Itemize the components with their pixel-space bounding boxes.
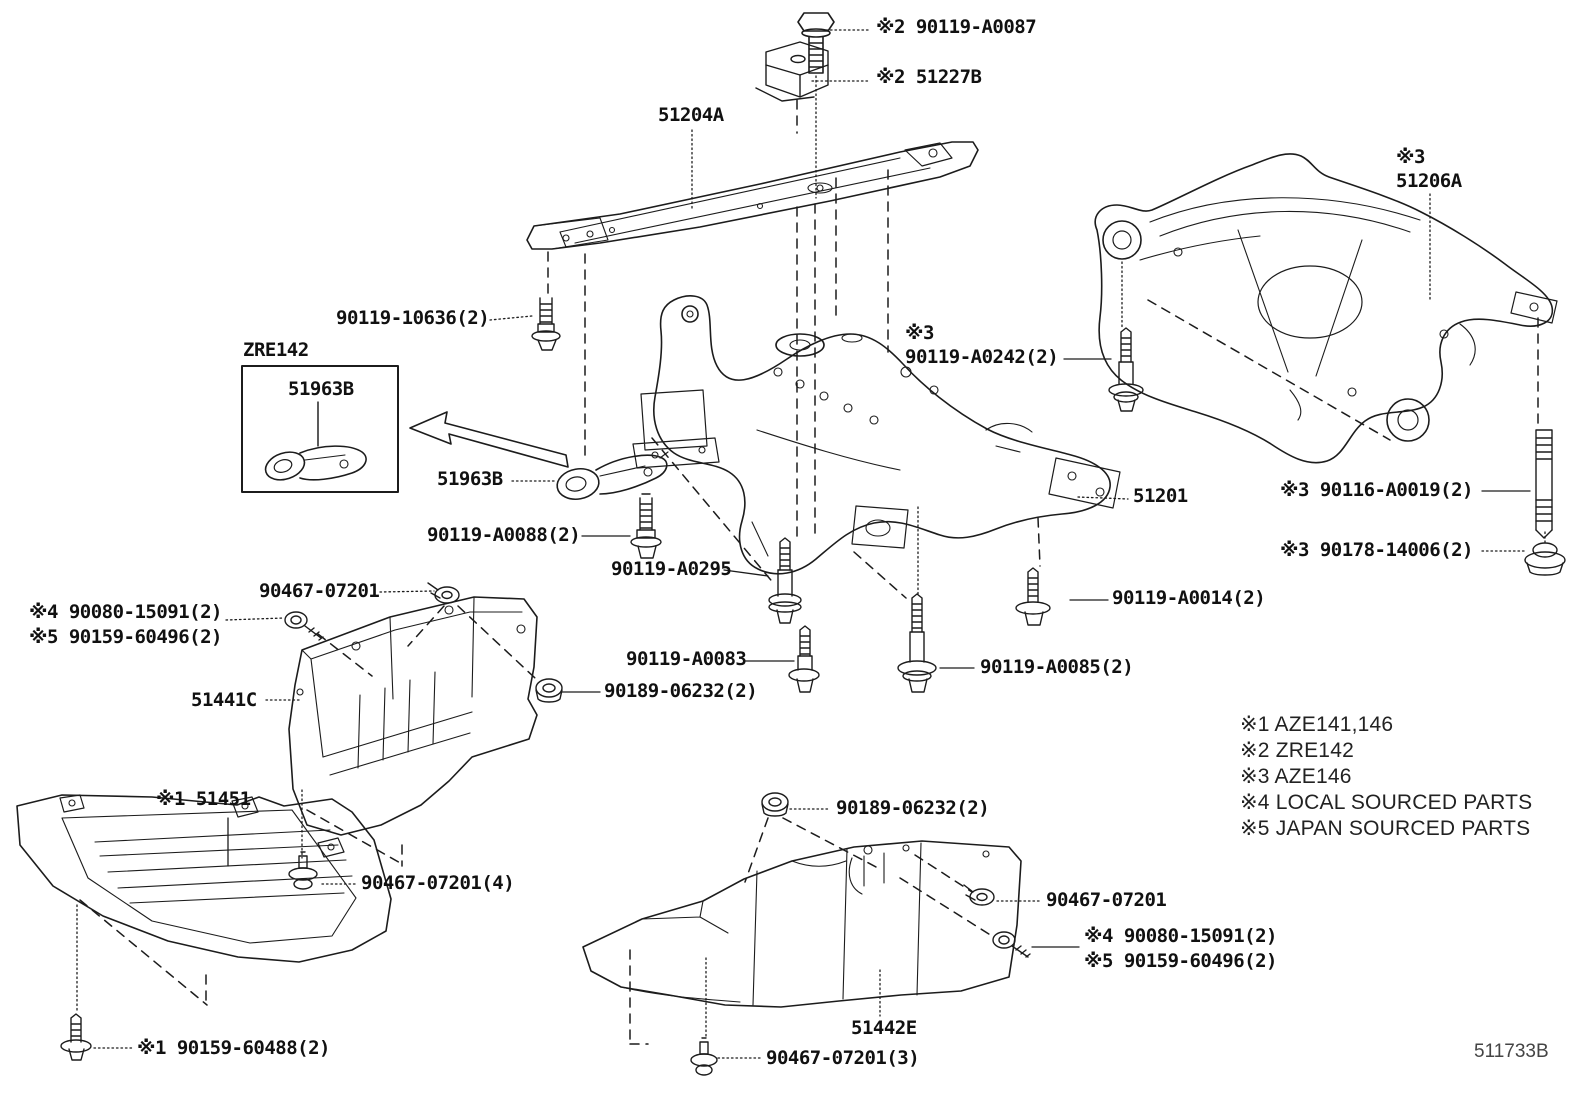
callout-90119-A0242	[905, 322, 1058, 370]
callout-90159-60496-right: ※5 90159-60496(2)	[1084, 950, 1277, 972]
callout-90178-14006: ※3 90178-14006(2)	[1280, 539, 1473, 561]
cover-51451-drawing	[17, 795, 391, 962]
callout-90119-A0088: 90119-A0088(2)	[427, 524, 581, 546]
callout-90467-07201-3: 90467-07201(3)	[766, 1047, 920, 1069]
callout-90119-A0083: 90119-A0083	[626, 648, 747, 670]
callout-ref-mark: ※3	[905, 322, 934, 344]
bolt-90119-A0088-drawing	[631, 494, 661, 558]
bolt-90119-A0083-drawing	[789, 626, 819, 692]
legend-row-5: ※5 JAPAN SOURCED PARTS	[1240, 817, 1531, 840]
screw-90080-15091-right-drawing	[993, 932, 1030, 957]
callout-51441C: 51441C	[191, 689, 257, 711]
bolt-90119-A0242-drawing	[1109, 328, 1143, 411]
nut-90178-14006-drawing	[1525, 543, 1565, 575]
clip-90467-07201-4-drawing	[289, 852, 317, 889]
arrow-to-inset	[410, 412, 568, 467]
callout-90119-A0014: 90119-A0014(2)	[1112, 587, 1266, 609]
callout-90116-A0019: ※3 90116-A0019(2)	[1280, 479, 1473, 501]
callout-part-number: 51206A	[1396, 169, 1462, 192]
callout-90189-06232-lower: 90189-06232(2)	[836, 797, 990, 819]
crossmember-51206A-drawing	[1095, 154, 1557, 463]
nut-90189-06232-upper-drawing	[536, 679, 562, 702]
bolt-90119-A0295-drawing	[769, 538, 801, 623]
callout-90119-A0087: ※2 90119-A0087	[876, 16, 1037, 38]
callout-90189-06232-upper: 90189-06232(2)	[604, 680, 758, 702]
callout-90119-A0295: 90119-A0295	[611, 558, 732, 580]
bar-51204A-drawing	[527, 142, 978, 249]
inset-model-tag: ZRE142	[243, 339, 309, 361]
callout-51206A	[1396, 146, 1462, 194]
callout-51227B: ※2 51227B	[876, 66, 982, 88]
nut-90189-06232-lower-drawing	[762, 793, 788, 816]
figure-code: 511733B	[1474, 1041, 1549, 1062]
stud-90116-A0019-drawing	[1536, 430, 1552, 538]
callout-part-number: 90119-A0242(2)	[905, 345, 1059, 368]
callout-90467-07201-upper: 90467-07201	[259, 580, 380, 602]
legend-row-3: ※3 AZE146	[1240, 765, 1352, 788]
legend-row-2: ※2 ZRE142	[1240, 739, 1354, 762]
projection-lines-dashed	[80, 100, 1538, 1044]
clip-90467-07201-3-drawing	[691, 1038, 717, 1075]
callout-90119-A0085: 90119-A0085(2)	[980, 656, 1134, 678]
legend-row-4: ※4 LOCAL SOURCED PARTS	[1240, 791, 1533, 814]
callout-90159-60488: ※1 90159-60488(2)	[137, 1037, 330, 1059]
callout-51442E: 51442E	[851, 1017, 917, 1039]
bracket-51227B-drawing	[756, 42, 828, 101]
callout-90467-07201-4: 90467-07201(4)	[361, 872, 515, 894]
bolt-90159-60488-drawing	[61, 1014, 91, 1060]
clip-90467-07201-upper-drawing	[428, 583, 459, 603]
bolt-90119-A0085-drawing	[898, 594, 936, 692]
callout-90080-15091-right: ※4 90080-15091(2)	[1084, 925, 1277, 947]
bolt-90119-A0014-drawing	[1016, 568, 1050, 625]
cover-51442E-drawing	[583, 841, 1021, 1007]
callout-51963B-inset: 51963B	[288, 378, 354, 400]
screw-90080-15091-left-drawing	[285, 612, 323, 640]
callout-51204A: 51204A	[658, 104, 724, 126]
bracket-51963B-drawing	[555, 452, 668, 502]
callout-ref-mark: ※3	[1396, 146, 1425, 168]
callout-90159-60496-left: ※5 90159-60496(2)	[29, 626, 222, 648]
callout-51451: ※1 51451	[156, 788, 251, 810]
bolt-90119-10636-drawing	[532, 298, 560, 350]
clip-90467-07201-lower-drawing	[964, 885, 994, 905]
legend-row-1: ※1 AZE141,146	[1240, 713, 1394, 736]
callout-51963B: 51963B	[437, 468, 503, 490]
callout-51201: 51201	[1133, 485, 1188, 507]
callout-90467-07201-lower: 90467-07201	[1046, 889, 1167, 911]
callout-90080-15091-left: ※4 90080-15091(2)	[29, 601, 222, 623]
callout-90119-10636: 90119-10636(2)	[336, 307, 490, 329]
